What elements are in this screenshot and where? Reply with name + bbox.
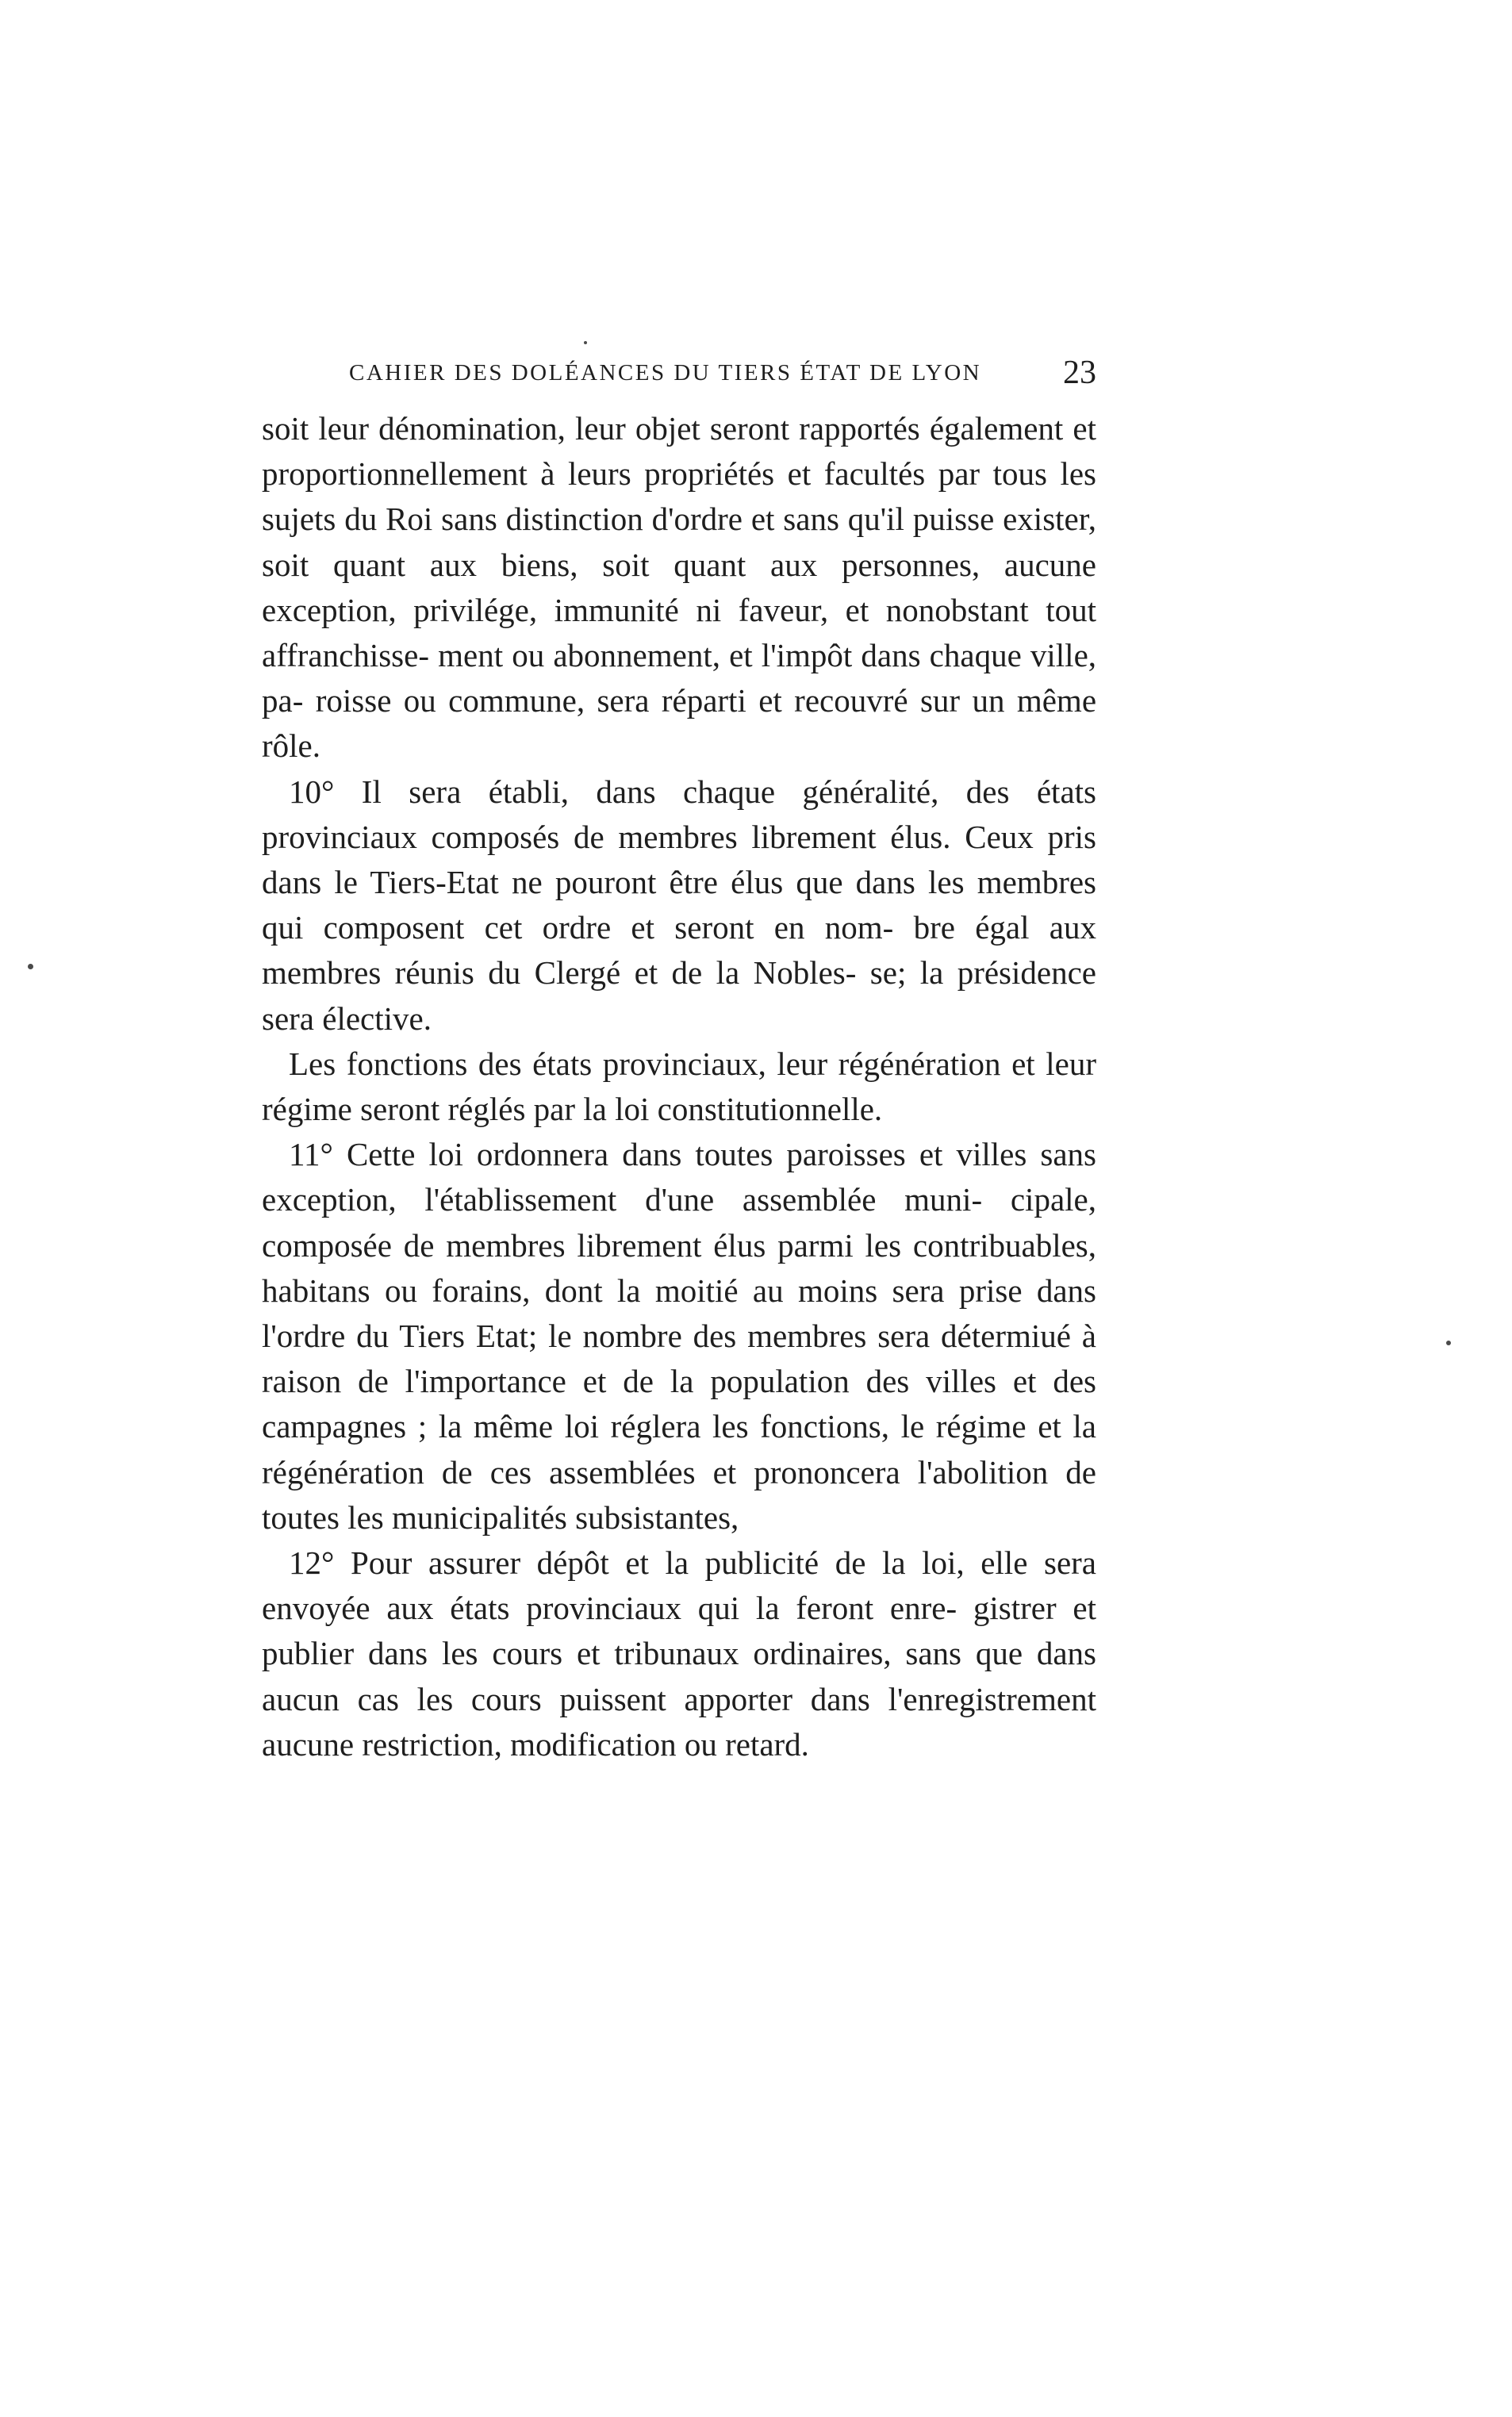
body-text: [262, 406, 1096, 1767]
text-line: gistrer et publier dans les cours et tribunaux ordinaires,: [262, 1590, 1096, 1672]
text-line: également et proportionnellement à leurs propriétés et: [262, 410, 1096, 493]
text-line: 11° Cette loi ordonnera dans toutes paroisses et villes: [289, 1136, 1027, 1173]
text-line: roisse ou commune, sera réparti et recouvré sur un: [315, 682, 1005, 719]
scan-speck: [584, 341, 587, 344]
scan-speck: [28, 964, 33, 969]
text-line: l'enregistrement aucune restriction, modification ou: [262, 1680, 1096, 1763]
paragraph: [262, 406, 1096, 769]
running-title: CAHIER DES DOLÉANCES DU TIERS ÉTAT DE LYON: [349, 360, 982, 386]
text-line: contribuables, habitans ou forains, dont la moitié au: [262, 1226, 1097, 1309]
text-line: ces assemblées et prononcera l'abolition de toutes les: [262, 1453, 1097, 1536]
text-line: de la population des villes et des campagnes ; la même: [262, 1363, 1096, 1445]
text-line: Les fonctions des états provinciaux, leur régénération: [289, 1045, 1001, 1082]
text-line: provinciaux composés de membres librement élus. Ceux: [262, 818, 1034, 855]
text-line: facultés par tous les sujets du Roi sans distinction: [262, 455, 1096, 538]
text-line: pris dans le Tiers-Etat ne pouront être élus que dans: [262, 818, 1096, 901]
text-line: sans que dans aucun cas les cours puissent apporter dans: [262, 1635, 1096, 1717]
paragraph: [262, 1540, 1096, 1767]
running-head: [262, 354, 1096, 401]
text-line: ment ou abonnement, et l'impôt dans chaque ville, pa-: [262, 637, 1097, 719]
text-line: retard.: [725, 1725, 809, 1763]
paragraph: [262, 769, 1096, 1042]
text-line: des membres sera détermiué à raison de l'importance et: [262, 1318, 1097, 1400]
text-line: même rôle.: [262, 682, 1097, 765]
text-line: cipale, composée de membres librement élus parmi les: [262, 1181, 1096, 1264]
text-line: immunité ni faveur, et nonobstant tout affranchisse-: [262, 591, 1096, 674]
text-line: sans exception, l'établissement d'une assemblée muni-: [262, 1136, 1096, 1218]
text-line: moins sera prise dans l'ordre du Tiers Etat; le nombre: [262, 1272, 1096, 1355]
text-line: bre égal aux membres réunis du Clergé et de la Nobles-: [262, 909, 1096, 992]
text-line: se; la présidence sera élective.: [262, 954, 1096, 1037]
text-line: et leur régime seront réglés par la loi constitutionnelle.: [262, 1045, 1096, 1128]
text-line: loi réglera les fonctions, le régime et la régénération de: [262, 1408, 1096, 1490]
text-line: municipalités subsistantes,: [391, 1498, 739, 1536]
page-number: 23: [1063, 355, 1096, 391]
text-line: 10° Il sera établi, dans chaque généralité, des états: [289, 773, 1096, 810]
text-line: les membres qui composent cet ordre et seront en nom-: [262, 864, 1097, 946]
paragraph: [262, 1132, 1096, 1540]
text-line: soit quant aux personnes, aucune exception, privilége,: [262, 546, 1096, 628]
text-line: 12° Pour assurer dépôt et la publicité de la loi, elle: [289, 1544, 1028, 1582]
paragraph: [262, 1042, 1096, 1132]
scan-speck: [1446, 1341, 1451, 1345]
text-line: sera envoyée aux états provinciaux qui la feront enre-: [262, 1544, 1096, 1627]
text-line: soit leur dénomination, leur objet seront rapportés: [262, 410, 920, 447]
text-line: d'ordre et sans qu'il puisse exister, soit quant aux biens,: [262, 501, 1097, 583]
